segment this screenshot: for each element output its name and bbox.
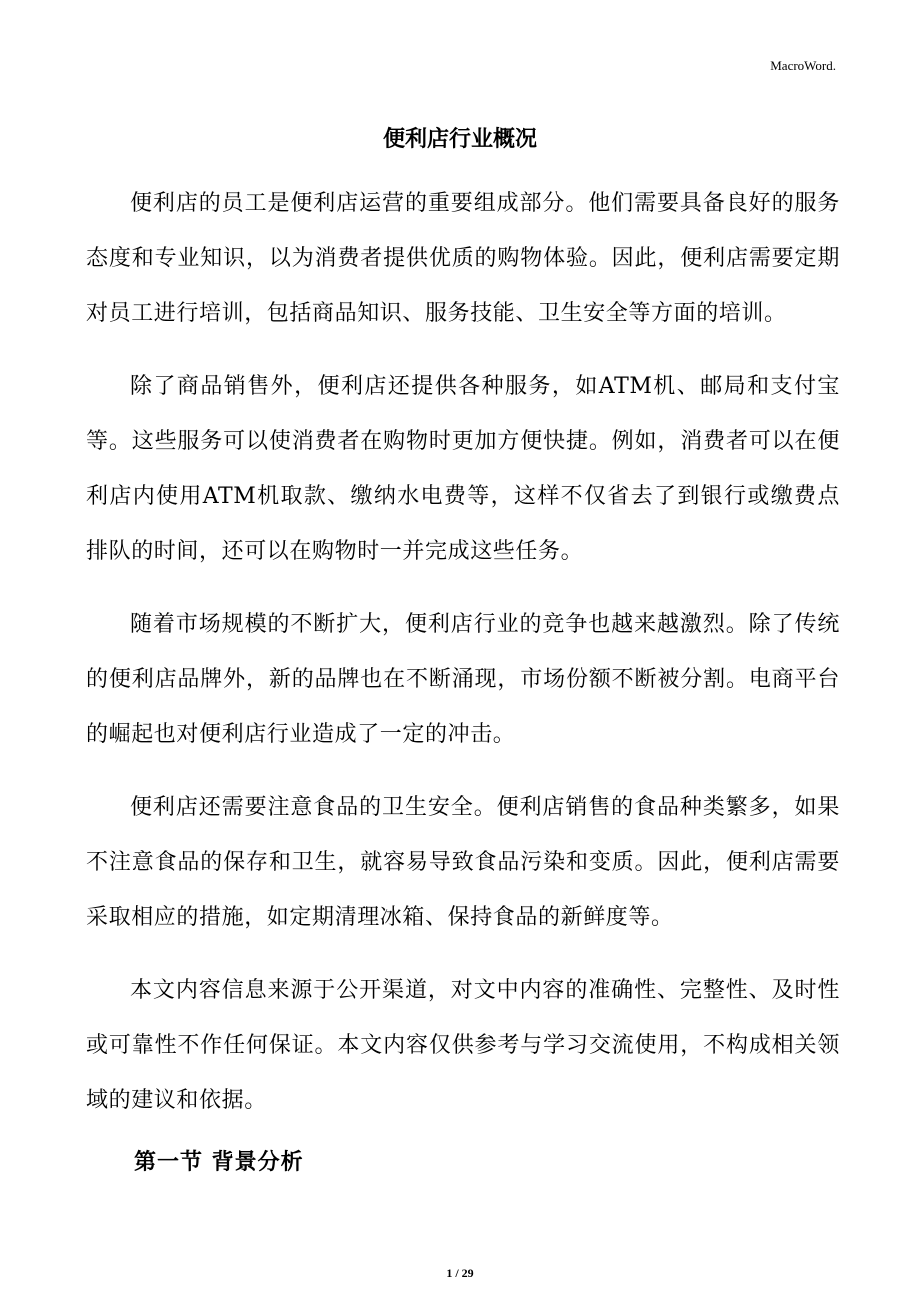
section-heading: 第一节 背景分析 — [134, 1149, 304, 1175]
page-number: 1 / 29 — [446, 1266, 474, 1280]
paragraph-staff-training: 便利店的员工是便利店运营的重要组成部分。他们需要具备良好的服务态度和专业知识，以为消费者提供优质的购物体验。因此，便利店需要定期对员工进行培训，包括商品知识、服务技能、卫生安全等方面的培训。 — [86, 191, 840, 326]
paragraph-disclaimer: 本文内容信息来源于公开渠道，对文中内容的准确性、完整性、及时性或可靠性不作任何保证。本文内容仅供参考与学习交流使用，不构成相关领域的建议和依据。 — [86, 978, 840, 1113]
document-body — [86, 176, 840, 1146]
paragraph-services: 除了商品销售外，便利店还提供各种服务，如ATM机、邮局和支付宝等。这些服务可以使消费者在购物时更加方便快捷。例如，消费者可以在便利店内使用ATM机取款、缴纳水电费等，这样不仅省去了到银行或缴费点排队的时间，还可以在购物时一并完成这些任务。 — [86, 374, 840, 564]
paragraph-competition: 随着市场规模的不断扩大，便利店行业的竞争也越来越激烈。除了传统的便利店品牌外，新的品牌也在不断涌现，市场份额不断被分割。电商平台的崛起也对便利店行业造成了一定的冲击。 — [86, 612, 840, 747]
document-title: 便利店行业概况 — [382, 126, 537, 152]
header-brand: MacroWord. — [770, 58, 836, 73]
paragraph-food-safety: 便利店还需要注意食品的卫生安全。便利店销售的食品种类繁多，如果不注意食品的保存和卫生，就容易导致食品污染和变质。因此，便利店需要采取相应的措施，如定期清理冰箱、保持食品的新鲜度等。 — [86, 795, 840, 930]
